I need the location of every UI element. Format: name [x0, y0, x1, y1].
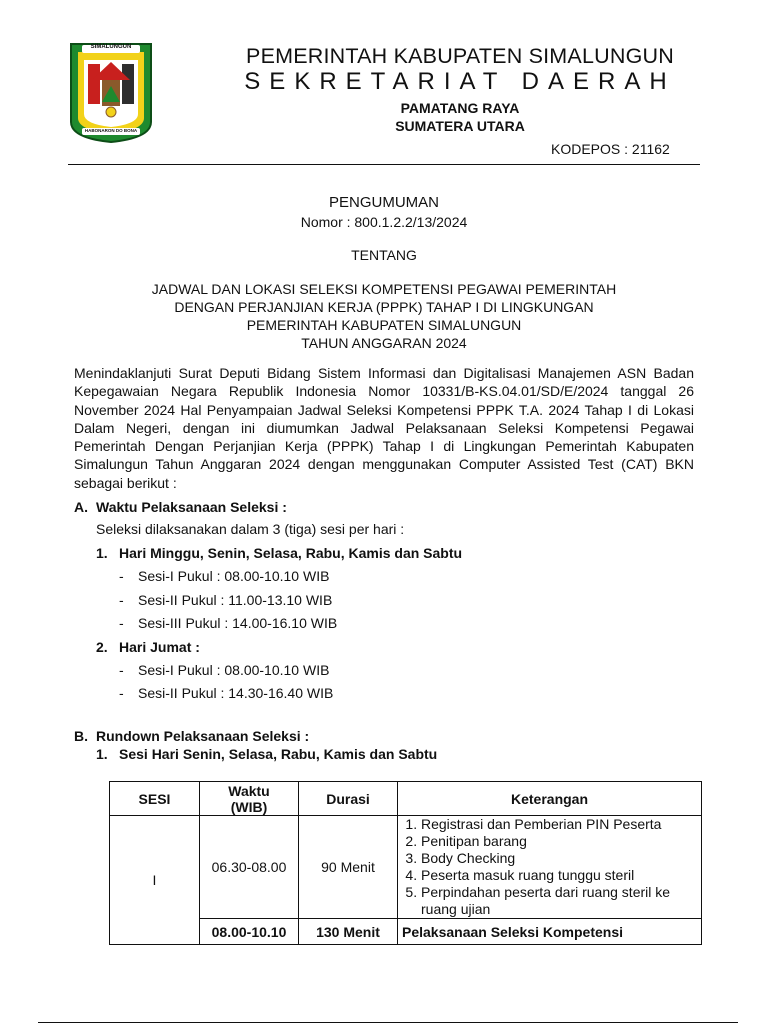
- subject-line: JADWAL DAN LOKASI SELEKSI KOMPETENSI PEGAWAI PEMERINTAH: [151, 281, 617, 297]
- doc-number: Nomor : 800.1.2.2/13/2024: [300, 214, 468, 230]
- session-time: Sesi-I Pukul : 08.00-10.10 WIB: [138, 568, 330, 584]
- list-dash: -: [119, 568, 124, 584]
- subject-line: PEMERINTAH KABUPATEN SIMALUNGUN: [246, 317, 522, 333]
- list-dash: -: [119, 685, 124, 701]
- cell-keterangan: Pelaksanaan Seleksi Kompetensi: [398, 919, 702, 945]
- list-dash: -: [119, 592, 124, 608]
- header-waktu: [200, 782, 299, 816]
- header-durasi: Durasi: [299, 782, 398, 816]
- rundown-table: [109, 781, 702, 945]
- intro-paragraph: Menindaklanjuti Surat Deputi Bidang Sistem Informasi dan Digitalisasi Manajemen ASN Badan Kepegawaian Negara Republik Indonesia Nomor 10331/B-KS.04.01/SD/E/2024 tanggal 26 November 2024 Hal Penyampaian Jadwal Seleksi Kompetensi PPPK T.A. 2024 Tahap I di Lokasi Dalam Negeri, dengan ini diumumkan Jadwal Pelaksanaan Seleksi Kompetensi Pegawai Pemerintah Dengan Perjanjian Kerja (PPPK) Tahap I di Lingkungan Pemerintah Kabupaten Simalungun Tahun Anggaran 2024 dengan menggunakan Computer Assisted Test (CAT) BKN sebagai berikut :: [74, 365, 694, 491]
- header-city: PAMATANG RAYA: [400, 100, 520, 116]
- section-b-title: Rundown Pelaksanaan Seleksi :: [96, 728, 310, 744]
- session-time: Sesi-II Pukul : 14.30-16.40 WIB: [138, 685, 334, 701]
- group-number: 1.: [96, 545, 108, 561]
- subject-line: DENGAN PERJANJIAN KERJA (PPPK) TAHAP I DI LINGKUNGAN: [174, 299, 594, 315]
- section-b-letter: B.: [74, 728, 88, 744]
- simalungun-logo: [68, 42, 154, 144]
- cell-keterangan: [398, 816, 702, 919]
- subject-line: TAHUN ANGGARAN 2024: [301, 335, 467, 351]
- header-sesi: SESI: [110, 782, 200, 816]
- doc-tentang: TENTANG: [351, 247, 417, 263]
- doc-title: PENGUMUMAN: [328, 194, 439, 211]
- header-keterangan: Keterangan: [398, 782, 702, 816]
- group-title: Hari Minggu, Senin, Selasa, Rabu, Kamis dan Sabtu: [119, 545, 463, 561]
- session-time: Sesi-II Pukul : 11.00-13.10 WIB: [138, 592, 333, 608]
- cell-waktu: 08.00-10.10: [200, 919, 299, 945]
- cell-waktu: 06.30-08.00: [200, 816, 299, 919]
- cell-durasi: 130 Menit: [299, 919, 398, 945]
- header-location: [160, 99, 760, 135]
- keterangan-list: [402, 816, 697, 918]
- page-bottom-line: [38, 1022, 738, 1023]
- header-waktu-label: Waktu: [228, 782, 270, 799]
- table-header-row: [110, 782, 702, 816]
- list-dash: -: [119, 662, 124, 678]
- cell-sesi: I: [110, 816, 200, 945]
- list-item: 1. Registrasi dan Pemberian PIN Peserta: [421, 816, 697, 833]
- group-title: Hari Jumat :: [119, 639, 200, 655]
- header-government: PEMERINTAH KABUPATEN SIMALUNGUN: [246, 44, 674, 68]
- list-item: 5. Perpindahan peserta dari ruang steril ke ruang ujian: [421, 884, 697, 918]
- list-dash: -: [119, 615, 124, 631]
- list-item: 4. Peserta masuk ruang tunggu steril: [421, 867, 697, 884]
- section-b-sub-number: 1.: [96, 746, 108, 762]
- header-waktu-unit: (WIB): [230, 798, 268, 815]
- header-postcode: KODEPOS : 21162: [551, 141, 670, 157]
- doc-subject: [68, 280, 700, 352]
- session-time: Sesi-I Pukul : 08.00-10.10 WIB: [138, 662, 330, 678]
- table-row: [110, 816, 702, 919]
- logo-top-text: SIMALUNGUN: [90, 44, 132, 50]
- header-secretariat: SEKRETARIAT DAERAH: [244, 68, 676, 95]
- cell-durasi: 90 Menit: [299, 816, 398, 919]
- section-b-sub-title: Sesi Hari Senin, Selasa, Rabu, Kamis dan Sabtu: [119, 746, 438, 762]
- section-a-title: Waktu Pelaksanaan Seleksi :: [96, 499, 287, 515]
- section-a-desc: Seleksi dilaksanakan dalam 3 (tiga) sesi per hari :: [96, 521, 405, 537]
- logo-bottom-text: HABONARON DO BONA: [84, 128, 138, 133]
- header-province: SUMATERA UTARA: [395, 118, 525, 134]
- section-a-letter: A.: [74, 499, 88, 515]
- group-number: 2.: [96, 639, 108, 655]
- session-time: Sesi-III Pukul : 14.00-16.10 WIB: [138, 615, 338, 631]
- list-item: 2. Penitipan barang: [421, 833, 697, 850]
- header-divider: [68, 164, 700, 165]
- list-item: 3. Body Checking: [421, 850, 697, 867]
